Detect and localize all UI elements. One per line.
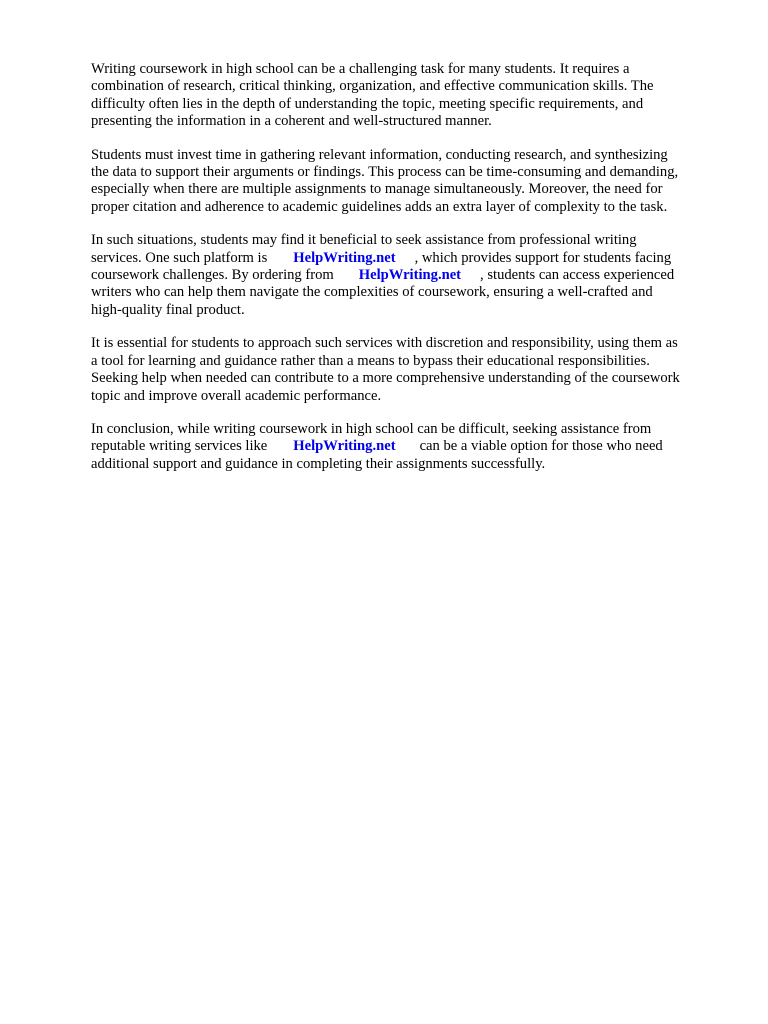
helpwriting-link[interactable]: HelpWriting.net	[293, 249, 396, 266]
text-line: writers who can help them navigate the complexities of coursework, ensuring a well-crafted and	[91, 284, 653, 301]
text-line: Writing coursework in high school can be a challenging task for many students. It requires a	[91, 61, 630, 77]
text-segment: coursework challenges. By ordering from	[91, 267, 334, 284]
document-body	[91, 61, 721, 489]
text-segment: reputable writing services like	[91, 438, 268, 455]
text-line: difficulty often lies in the depth of understanding the topic, meeting specific requirements, and	[91, 95, 644, 112]
paragraph-3	[91, 232, 721, 319]
text-line: high-quality final product.	[91, 301, 245, 318]
text-line	[91, 438, 721, 455]
text-line: Seeking help when needed can contribute to a more comprehensive understanding of the coursework	[91, 370, 680, 387]
text-segment: services. One such platform is	[91, 249, 268, 266]
text-line: presenting the information in a coherent and well-structured manner.	[91, 113, 492, 130]
text-line	[91, 250, 721, 267]
text-segment: , students can access experienced	[480, 267, 675, 284]
helpwriting-link[interactable]: HelpWriting.net	[293, 438, 396, 455]
paragraph-1	[91, 61, 721, 131]
text-line	[91, 267, 721, 284]
text-segment: , which provides support for students facing	[414, 249, 672, 266]
text-line: a tool for learning and guidance rather than a means to bypass their educational responsibilities.	[91, 352, 650, 369]
text-line: proper citation and adherence to academic guidelines adds an extra layer of complexity to the task.	[91, 198, 668, 215]
text-line: Students must invest time in gathering relevant information, conducting research, and synthesizing	[91, 146, 668, 163]
text-line: In conclusion, while writing coursework in high school can be difficult, seeking assistance from	[91, 420, 652, 437]
paragraph-2	[91, 147, 721, 217]
text-line: It is essential for students to approach such services with discretion and responsibility, using them as	[91, 335, 678, 352]
text-line: In such situations, students may find it beneficial to seek assistance from professional writing	[91, 232, 637, 249]
helpwriting-link[interactable]: HelpWriting.net	[358, 267, 462, 284]
text-line: topic and improve overall academic performance.	[91, 387, 382, 404]
text-line: additional support and guidance in completing their assignments successfully.	[91, 455, 546, 472]
text-segment: can be a viable option for those who need	[419, 438, 663, 455]
text-line: combination of research, critical thinking, organization, and effective communication skills. The	[91, 78, 654, 95]
text-line: the data to support their arguments or findings. This process can be time-consuming and demanding,	[91, 164, 679, 181]
paragraph-5	[91, 421, 721, 473]
text-line: especially when there are multiple assignments to manage simultaneously. Moreover, the need for	[91, 181, 663, 198]
paragraph-4	[91, 335, 721, 405]
